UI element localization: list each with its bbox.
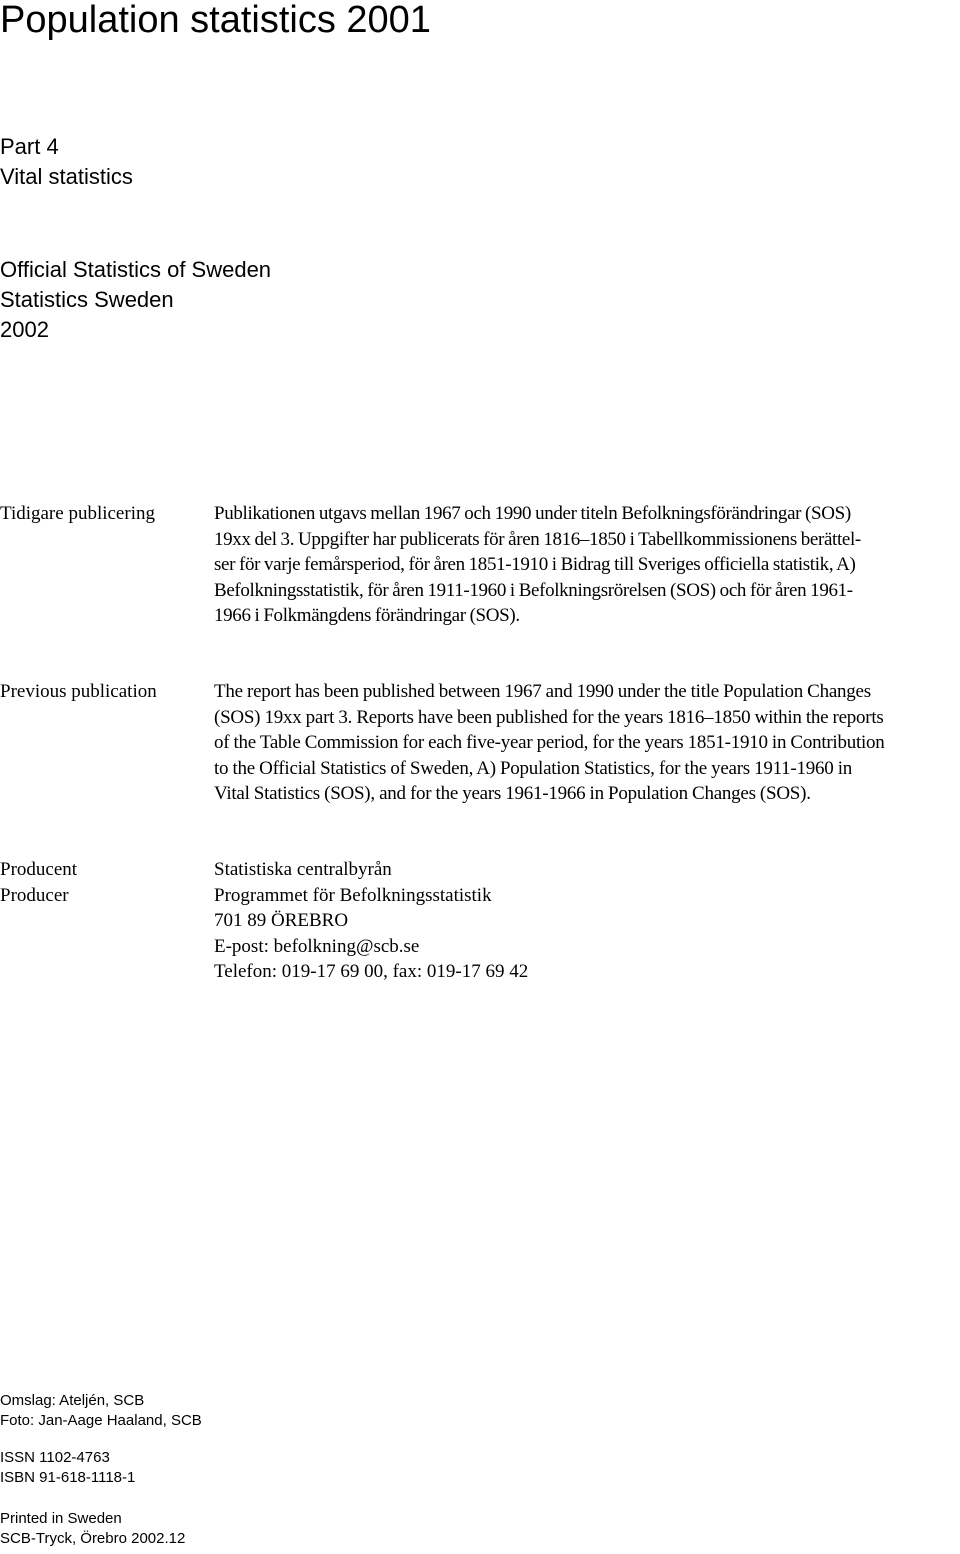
printer: SCB-Tryck, Örebro 2002.12 (0, 1530, 186, 1547)
agency-name: Statistiska centralbyrån (214, 859, 392, 880)
producer-label: Producer (0, 884, 69, 906)
text-line: of the Table Commission for each five-year period, for the years 1851-1910 in Contribution (214, 732, 885, 753)
part-number: Part 4 (0, 134, 59, 159)
series-name: Official Statistics of Sweden (0, 257, 272, 282)
email-address: E-post: befolkning@scb.se (214, 935, 420, 957)
text-line: (SOS) 19xx part 3. Reports have been published for the years 1816–1850 within the reports (214, 706, 884, 728)
text-line: to the Official Statistics of Sweden, A) Population Statistics, for the years 1911-1960 in (214, 757, 852, 779)
text-line: Vital Statistics (SOS), and for the years 1961-1966 in Population Changes (SOS). (214, 783, 811, 804)
publisher-name: Statistics Sweden (0, 287, 174, 312)
producer-labels (0, 857, 77, 908)
issn: ISSN 1102-4763 (0, 1449, 110, 1466)
programme-name: Programmet för Befolkningsstatistik (214, 884, 492, 906)
phone-fax: Telefon: 019-17 69 00, fax: 019-17 69 42 (214, 961, 529, 982)
credits (0, 1391, 202, 1431)
page-title: Population statistics 2001 (0, 0, 431, 41)
printing-info (0, 1509, 185, 1549)
printed-in: Printed in Sweden (0, 1510, 122, 1527)
text-line: Befolkningsstatistik, för åren 1911-1960 i Befolkningsrörelsen (SOS) och för åren 1961- (214, 579, 853, 601)
identifiers (0, 1448, 135, 1488)
text-line: Publikationen utgavs mellan 1967 och 1990 under titeln Befolkningsförändringar (SOS) (214, 503, 851, 524)
publication-year: 2002 (0, 317, 49, 342)
text-line: 19xx del 3. Uppgifter har publicerats för åren 1816–1850 i Tabellkommissionens berättel- (214, 528, 861, 550)
text-line: 1966 i Folkmängdens förändringar (SOS). (214, 605, 520, 626)
series-info (0, 255, 271, 345)
tidigare-publicering-label: Tidigare publicering (0, 503, 155, 524)
postal-address: 701 89 ÖREBRO (214, 910, 349, 931)
photo-credit: Foto: Jan-Aage Haaland, SCB (0, 1412, 202, 1429)
text-line: ser för varje femårsperiod, för åren 1851-1910 i Bidrag till Sveriges officiella statistik, A) (214, 554, 856, 575)
producer-contact (214, 857, 960, 985)
part-info (0, 132, 133, 192)
previous-publication-text (214, 679, 960, 807)
isbn: ISBN 91-618-1118-1 (0, 1469, 136, 1486)
part-subtitle: Vital statistics (0, 164, 133, 189)
text-line: The report has been published between 1967 and 1990 under the title Population Changes (214, 681, 871, 702)
cover-credit: Omslag: Ateljén, SCB (0, 1392, 145, 1409)
tidigare-publicering-text (214, 501, 960, 629)
previous-publication-label: Previous publication (0, 681, 157, 702)
producent-label: Producent (0, 859, 78, 880)
